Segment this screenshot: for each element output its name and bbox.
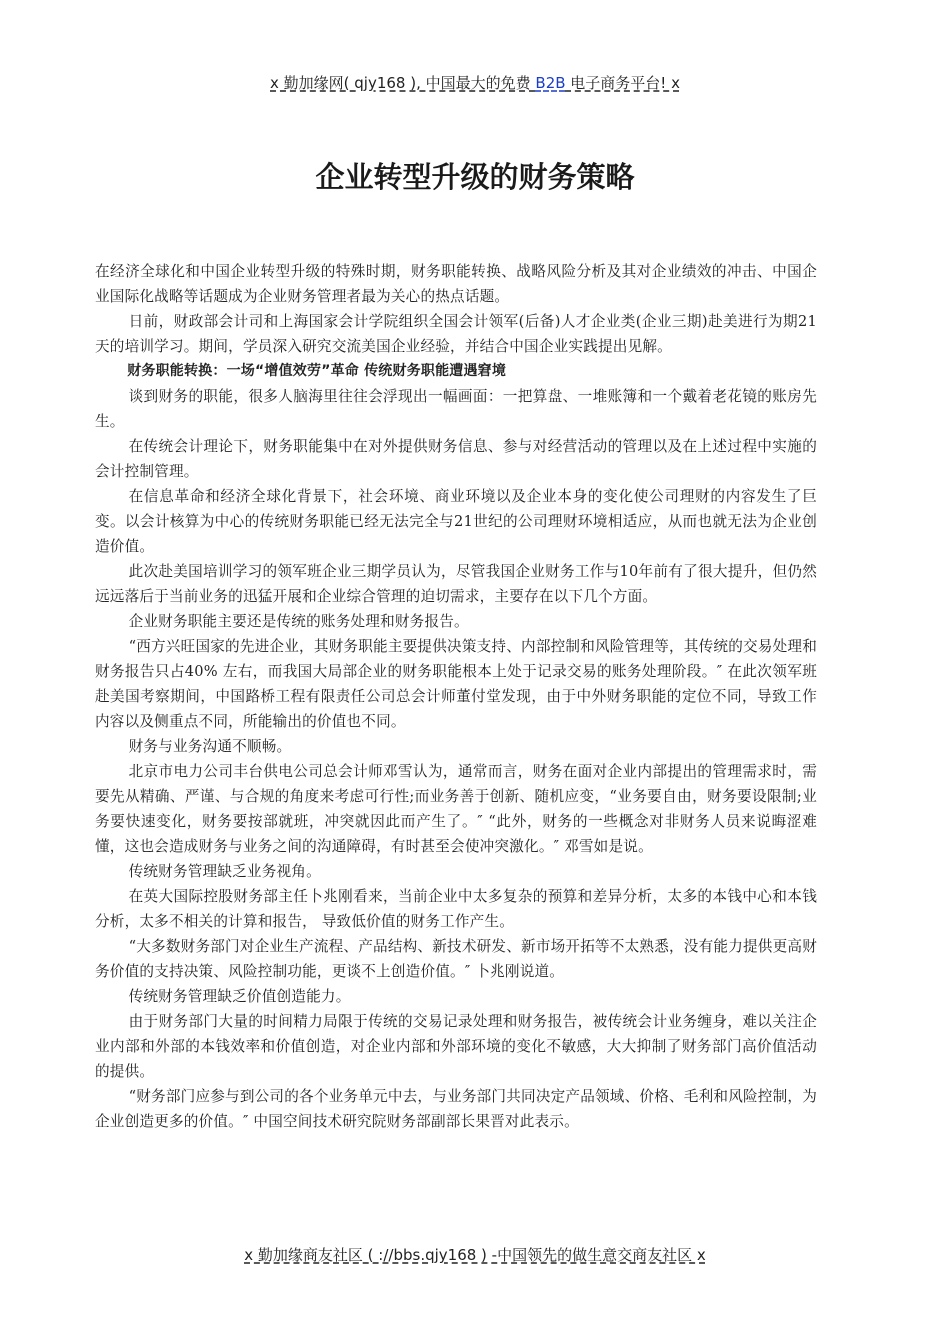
- document-body: [95, 259, 817, 1134]
- paragraph: 传统财务管理缺乏业务视角。: [128, 863, 321, 880]
- paragraph: 北京市电力公司丰台供电公司总会计师邓雪认为，通常而言，财务在面对企业内部提出的管理需求时，需要先从精确、严谨、与合规的角度来考虑可行性;而业务善于创新、随机应变，“业务要自由，财务要设限制;业务要快速变化，财务要按部就班，冲突就因此而产生了。″ “此外，财务的一些概念对非财务人员来说晦涩难懂，这也会造成财务与业务之间的沟通障碍，有时甚至会使冲突激化。″ 邓雪如是说。: [95, 763, 817, 855]
- paragraph: 传统财务管理缺乏价值创造能力。: [128, 988, 351, 1005]
- paragraph-intro: 在经济全球化和中国企业转型升级的特殊时期，财务职能转换、战略风险分析及其对企业绩效的冲击、中国企业国际化战略等话题成为企业财务管理者最为关心的热点话题。: [95, 263, 817, 305]
- paragraph: “西方兴旺国家的先进企业，其财务职能主要提供决策支持、内部控制和风险管理等，其传统的交易处理和财务报告只占40% 左右，而我国大局部企业的财务职能根本上处于记录交易的账务处理阶段。″ 在此次领军班赴美国考察期间，中国路桥工程有限责任公司总会计师董付堂发现，由于中外财务职能的定位不同，导致工作内容以及侧重点不同，所能输出的价值也不同。: [95, 638, 817, 730]
- paragraph: “大多数财务部门对企业生产流程、产品结构、新技术研发、新市场开拓等不太熟悉，没有能力提供更高财务价值的支持决策、风险控制功能，更谈不上创造价值。″ 卜兆刚说道。: [95, 938, 817, 980]
- paragraph: 在英大国际控股财务部主任卜兆刚看来，当前企业中太多复杂的预算和差异分析，太多的本钱中心和本钱分析，太多不相关的计算和报告， 导致低价值的财务工作产生。: [95, 888, 817, 930]
- document-title: 企业转型升级的财务策略: [315, 160, 635, 194]
- paragraph: 由于财务部门大量的时间精力局限于传统的交易记录处理和财务报告，被传统会计业务缠身，难以关注企业内部和外部的本钱效率和价值创造，对企业内部和外部环境的变化不敏感，大大抑制了财务部门高价值活动的提供。: [95, 1013, 817, 1080]
- paragraph: 谈到财务的职能，很多人脑海里往往会浮现出一幅画面：一把算盘、一堆账簿和一个戴着老花镜的账房先生。: [95, 388, 817, 430]
- header-link-b2b[interactable]: B2B: [535, 74, 566, 92]
- page-header: [0, 72, 950, 93]
- paragraph: 日前，财政部会计司和上海国家会计学院组织全国会计领军(后备)人才企业类(企业三期)赴美进行为期21天的培训学习。期间，学员深入研究交流美国企业经验，并结合中国企业实践提出见解。: [95, 313, 817, 355]
- header-link-left[interactable]: x 勤加缘网( qjy168 ), 中国最大的免费: [270, 74, 536, 92]
- page-footer: [0, 1244, 950, 1265]
- paragraph: 此次赴美国培训学习的领军班企业三期学员认为，尽管我国企业财务工作与10年前有了很大提升，但仍然远远落后于当前业务的迅猛开展和企业综合管理的迫切需求，主要存在以下几个方面。: [95, 563, 817, 605]
- paragraph: “财务部门应参与到公司的各个业务单元中去，与业务部门共同决定产品领域、价格、毛利和风险控制，为企业创造更多的价值。″ 中国空间技术研究院财务部副部长果晋对此表示。: [95, 1088, 817, 1130]
- paragraph: 企业财务职能主要还是传统的账务处理和财务报告。: [128, 613, 469, 630]
- footer-link[interactable]: x 勤加缘商友社区 ( ://bbs.qjy168 ) -中国领先的做生意交商友社区 x: [244, 1246, 706, 1264]
- paragraph: 在信息革命和经济全球化背景下，社会环境、商业环境以及企业本身的变化使公司理财的内容发生了巨变。以会计核算为中心的传统财务职能已经无法完全与21世纪的公司理财环境相适应，从而也就无法为企业创造价值。: [95, 488, 817, 555]
- header-link-right[interactable]: 电子商务平台! x: [565, 74, 680, 92]
- section-heading: 财务职能转换：一场“增值效劳”革命 传统财务职能遭遇窘境: [127, 363, 507, 379]
- paragraph: 在传统会计理论下，财务职能集中在对外提供财务信息、参与对经营活动的管理以及在上述过程中实施的会计控制管理。: [95, 438, 817, 480]
- paragraph: 财务与业务沟通不顺畅。: [128, 738, 292, 755]
